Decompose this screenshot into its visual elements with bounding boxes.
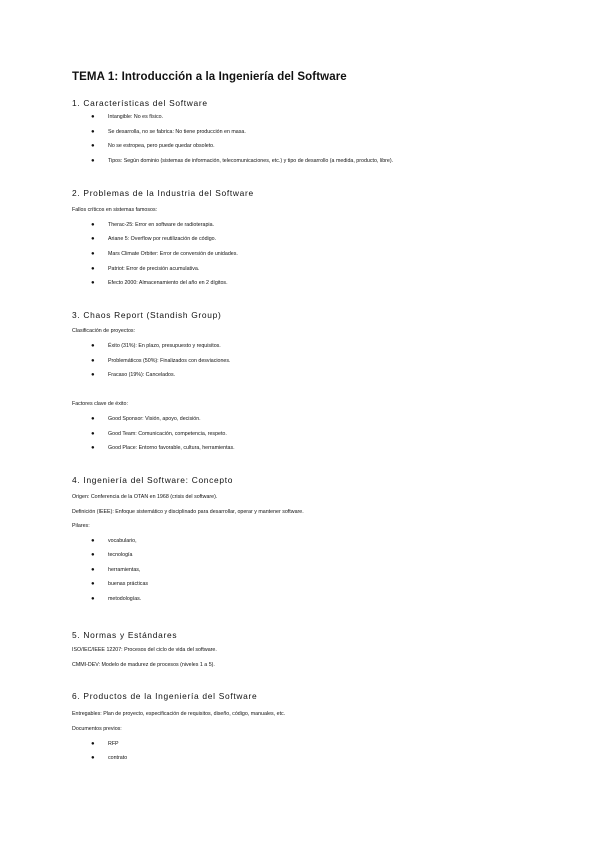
section-2-heading: 2. Problemas de la Industria del Software [72, 188, 254, 198]
section-5-heading: 5. Normas y Estándares [72, 630, 178, 640]
list-item: ● Problemáticos (50%): Finalizados con desviaciones. [91, 358, 231, 364]
list-item: ● vocabulario, [91, 538, 137, 544]
section-4-definition: Definición (IEEE): Enfoque sistemático y disciplinado para desarrollar, operar y mantener software. [72, 509, 304, 515]
list-item: ● Good Sponsor: Visión, apoyo, decisión. [91, 416, 201, 422]
list-item: ● Se desarrolla, no se fabrica: No tiene producción en masa. [91, 129, 246, 135]
section-6-heading: 6. Productos de la Ingeniería del Software [72, 691, 258, 701]
section-4-origin: Origen: Conferencia de la OTAN en 1968 (crisis del software). [72, 494, 218, 500]
list-item: ● No se estropea, pero puede quedar obsoleto. [91, 143, 215, 149]
section-5-iso: ISO/IEC/IEEE 12207: Procesos del ciclo de vida del software. [72, 647, 217, 653]
list-item: ● buenas prácticas [91, 581, 149, 587]
list-item: ● Mars Climate Orbiter: Error de conversión de unidades. [91, 251, 238, 257]
list-item: ● Fracaso (19%): Cancelados. [91, 372, 176, 378]
section-3-intro-classification: Clasificación de proyectos: [72, 328, 136, 334]
list-item: ● Good Place: Entorno favorable, cultura, herramientas. [91, 445, 235, 451]
list-item: ● Good Team: Comunicación, competencia, respeto. [91, 431, 227, 437]
list-item: ● tecnología [91, 552, 133, 558]
section-2-intro: Fallos críticos en sistemas famosos: [72, 207, 158, 213]
list-item: ● Éxito (31%): En plazo, presupuesto y requisitos. [91, 343, 221, 349]
list-item: ● RFP [91, 741, 119, 747]
section-3-heading: 3. Chaos Report (Standish Group) [72, 310, 222, 320]
section-5-cmmi: CMMI-DEV: Modelo de madurez de procesos (niveles 1 a 5). [72, 662, 215, 668]
list-item: ● Ariane 5: Overflow por reutilización de código. [91, 236, 217, 242]
list-item: ● Efecto 2000: Almacenamiento del año en 2 dígitos. [91, 280, 228, 286]
list-item: ● Patriot: Error de precisión acumulativa. [91, 266, 200, 272]
section-6-previous-docs: Documentos previos: [72, 726, 122, 732]
list-item: ● Therac-25: Error en software de radioterapia. [91, 222, 214, 228]
list-item: ● herramientas, [91, 567, 141, 573]
section-3-intro-factors: Factores clave de éxito: [72, 401, 128, 407]
document-title: TEMA 1: Introducción a la Ingeniería del Software [72, 71, 347, 83]
section-4-heading: 4. Ingeniería del Software: Concepto [72, 475, 234, 485]
section-1-heading: 1. Características del Software [72, 98, 208, 108]
section-4-pillars-label: Pilares: [72, 523, 90, 529]
list-item: ● contrato [91, 755, 128, 761]
list-item: ● Intangible: No es físico. [91, 114, 164, 120]
section-6-deliverables: Entregables: Plan de proyecto, especificación de requisitos, diseño, código, manuales, etc. [72, 711, 286, 717]
list-item: ● metodologías. [91, 596, 142, 602]
list-item: ● Tipos: Según dominio (sistemas de información, telecomunicaciones, etc.) y tipo de desarrollo (a medida, producto, libre). [91, 158, 394, 164]
